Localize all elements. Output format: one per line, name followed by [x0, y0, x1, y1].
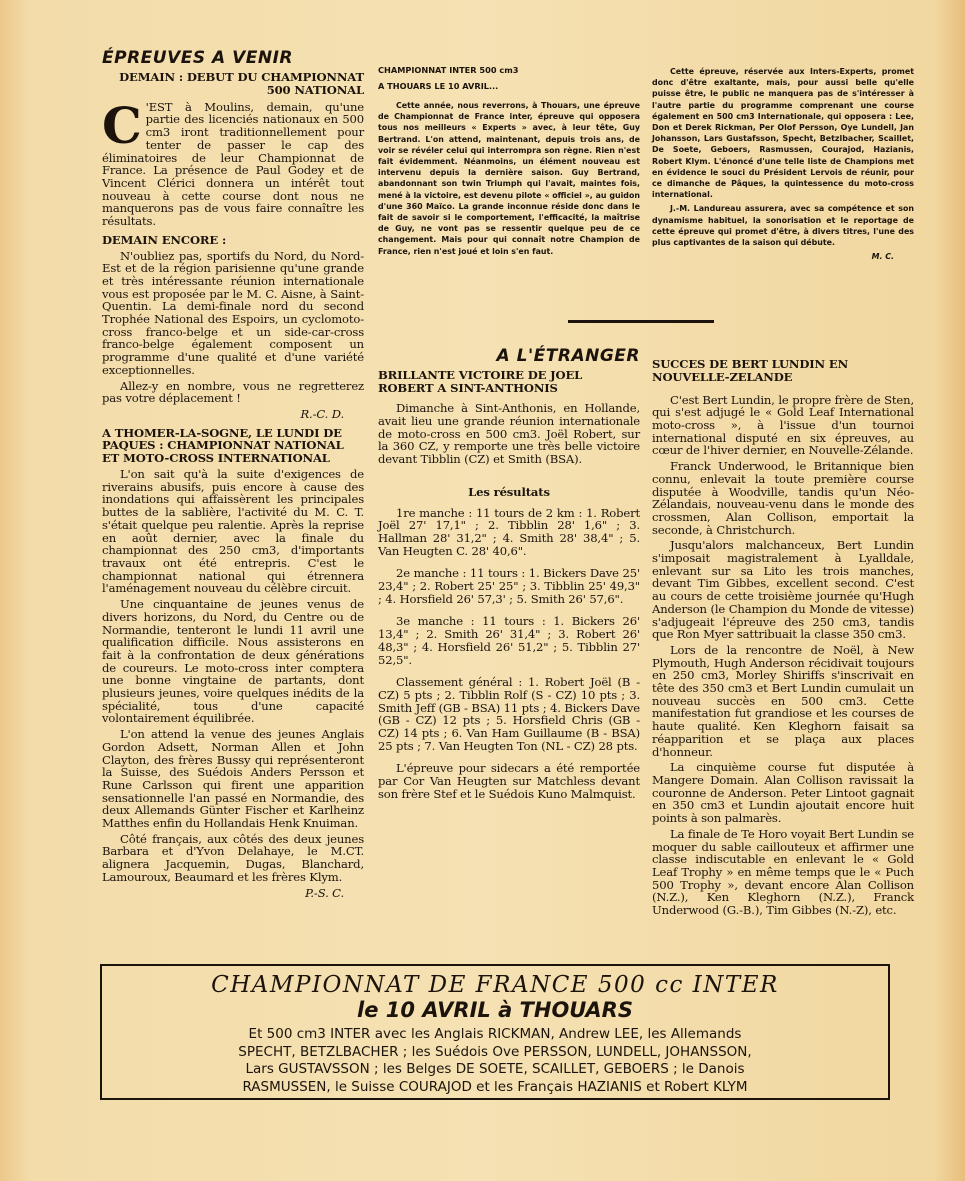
thomer-paragraph-4: Côté français, aux côtés des deux jeunes Barbara et d'Yvon Delahaye, le M.CT. alignera Jacquemin, Dugas, Blanchard, Lamouroux, Beaumard et les frères Klym. [102, 831, 364, 884]
championnat-advert-box [100, 964, 890, 1100]
middle-column [378, 62, 640, 260]
lundin-paragraph-3: Jusqu'alors malchanceux, Bert Lundin s'imposait magistralement à Lyalldale, enlevant sur sa Lito les trois manches, devant Tim Gibbes, excellent second. C'est au cours de cette troisième journée qu'Hugh Anderson (le Champion du Monde de vitesse) s'adjugeait l'épreuve des 250 cm3, tandis que Ron Myer sattribuait la classe 350 cm3. [652, 538, 914, 642]
advert-line-3: Lars GUSTAVSSON ; les Belges DE SOETE, SCAILLET, GEBOERS ; le Danois [245, 1061, 745, 1077]
advert-text [102, 1026, 888, 1096]
lundin-paragraph-1: C'est Bert Lundin, le propre frère de Sten, qui s'est adjugé le « Gold Leaf International moto-cross », à l'issue d'un tournoi international disputé en six épreuves, au cœur de l'hiver dernier, en Nouvelle-Zélande. [652, 392, 914, 458]
lundin-paragraph-4: Lors de la rencontre de Noël, à New Plymouth, Hugh Anderson récidivait toujours en 250 cm3, Morley Shiriffs s'inscrivait en tête des 350 cm3 et Bert Lundin cumulait un nouveau succès en 500 cm3. Cette manifestation fut grandiose et les courses de haute qualité. Ken Kleghorn faisait sa réapparition et se plaça aux places d'honneur. [652, 642, 914, 759]
advert-subtitle: le 10 AVRIL à THOUARS [357, 998, 633, 1022]
advert-title: CHAMPIONNAT DE FRANCE 500 cc INTER [211, 972, 779, 998]
drop-cap: C [102, 95, 142, 155]
thomer-paragraph-3: L'on attend la venue des jeunes Anglais Gordon Adsett, Norman Allen et John Clayton, des frères Bussy qui représenteront la Suisse, des Suédois Anders Persson et Rune Carlsson qui firent une apparition sensationnelle l'an passé en Normandie, des deux Allemands Günter Fischer et Karlheinz Matthes enfin du Hollandais Henk Knuiman. [102, 727, 364, 831]
left-column [102, 48, 364, 902]
encore-signature: R.-C. D. [300, 406, 344, 421]
manche-3: 3e manche : 11 tours : 1. Bickers 26' 13,4" ; 2. Smith 26' 31,4" ; 3. Robert 26' 48,3" ; 4. Horsfield 26' 51,2" ; 5. Tibblin 27' 52,5". [378, 614, 640, 667]
middle-column-lower [378, 346, 640, 804]
lundin-paragraph-2: Franck Underwood, le Britannique bien connu, enlevait la toute première course disputée à Woodville, tandis qu'un Néo-Zélandais, nouveau-venu dans le monde des crossmen, Alan Collison, emportait la seconde, à Christchurch. [652, 459, 914, 537]
classement-general: Classement général : 1. Robert Joël (B - CZ) 5 pts ; 2. Tibblin Rolf (S - CZ) 10 pts ; 3. Smith Jeff (GB - BSA) 11 pts ; 4. Bickers Dave (GB - CZ) 12 pts ; 5. Horsfield Chris (GB - CZ) 14 pts ; 6. Van Ham Guillaume (B - BSA) 25 pts ; 7. Van Heugten Ton (NL - CZ) 28 pts. [378, 675, 640, 753]
lundin-paragraph-5: La cinquième course fut disputée à Mangere Domain. Alan Collison ravissait la couronne de Anderson. Peter Lintoot gagnait en 350 cm3 et Lundin ajoutait encore huit points à son palmarès. [652, 760, 914, 826]
encore-paragraph-1: N'oubliez pas, sportifs du Nord, du Nord-Est et de la région parisienne qu'une grande et très intéressante réunion internationale vous est proposée par le M. C. Aisne, à Saint-Quentin. La demi-finale nord du second Trophée National des Espoirs, un cyclomoto-cross franco-belge et un side-car-cross franco-belge également composent un programme d'une qualité et d'une variété exceptionnelles. [102, 248, 364, 377]
thomer-signature: P.-S. C. [305, 885, 344, 900]
thomer-headline: A THOMER-LA-SOGNE, LE LUNDI DE PAQUES : CHAMPIONNAT NATIONAL ET MOTO-CROSS INTERNATIONAL [102, 425, 344, 466]
advert-line-1: Et 500 cm3 INTER avec les Anglais RICKMAN, Andrew LEE, les Allemands [248, 1026, 742, 1042]
right-column [652, 66, 914, 265]
section-title-epreuves: ÉPREUVES A VENIR [102, 48, 293, 68]
thouars-continued-1: Cette épreuve, réservée aux Inters-Experts, promet donc d'être exaltante, mais, pour aussi belle qu'elle puisse être, le public ne manquera pas de s'intéresser à l'autre partie du programme comprenant une course également en 500 cm3 Internationale, qui opposera : Lee, Don et Derek Rickman, Per Olof Persson, Oye Lundell, Jan Johansson, Lars Gustafsson, Specht, Betzlbacher, Scaillet, De Soete, Geboers, Rasmussen, Courajod, Hazianis, Robert Klym. L'énoncé d'une telle liste de Champions met en évidence le souci du Président Lervois de réunir, pour ce dimanche de Pâques, la quintessence du moto-cross international. [652, 67, 914, 200]
advert-line-4: RASMUSSEN, le Suisse COURAJOD et les Français HAZIANIS et Robert KLYM [242, 1078, 748, 1095]
section-title-etranger: A L'ÉTRANGER [496, 346, 640, 366]
thouars-signature: M. C. [871, 252, 894, 262]
thomer-paragraph-2: Une cinquantaine de jeunes venus de divers horizons, du Nord, du Centre ou de Normandie, tenteront le lundi 11 avril une qualification difficile. Nous assisterons en fait à la confrontation de deux générations de coureurs. Le moto-cross inter comptera une bonne vingtaine de partants, dont plusieurs jeunes, voire quelques inédits de la spécialité, tous d'une capacité volontairement équilibrée. [102, 597, 364, 726]
encore-paragraph-2: Allez-y en nombre, vous ne regretterez pas votre déplacement ! [102, 378, 364, 406]
lundin-paragraph-6: La finale de Te Horo voyait Bert Lundin se moquer du sable caillouteux et affirmer une classe indiscutable en enlevant le « Gold Leaf Trophy » en même temps que le « Puch 500 Trophy », devant encore Alan Collison (N.Z.), Ken Kleghorn (N.Z.), Franck Underwood (G.-B.), Tim Gibbes (N.-Z), etc. [652, 826, 914, 918]
thomer-paragraph-1: L'on sait qu'à la suite d'exigences de riverains abusifs, puis encore à cause des inondations qui affaissèrent les principales buttes de la sablière, l'activité du M. C. T. s'était quelque peu ralentie. Après la reprise en août dernier, avec la finale du championnat des 250 cm3, d'importants travaux ont été entrepris. C'est le championnat national qui étrennera l'aménagement nouveau du célèbre circuit. [102, 467, 364, 596]
encore-headline: DEMAIN ENCORE : [102, 232, 227, 247]
demain-headline: DEMAIN : DEBUT DU CHAMPIONNAT 500 NATIONAL [119, 69, 364, 97]
sidecar-paragraph: L'épreuve pour sidecars a été remportée par Cor Van Heugten sur Matchless devant son frère Stef et le Suédois Kuno Malmquist. [378, 761, 640, 801]
advert-line-2: SPECHT, BETZLBACHER ; les Suédois Ove PERSSON, LUNDELL, JOHANSSON, [238, 1043, 752, 1060]
thouars-continued-2: J.-M. Landureau assurera, avec sa compétence et son dynamisme habituel, la sonorisation et le reportage de cette épreuve qui promet d'être, à divers titres, l'une des plus captivantes de la saison qui débute. [652, 204, 914, 248]
manche-2: 2e manche : 11 tours : 1. Bickers Dave 25' 23,4" ; 2. Robert 25' 25" ; 3. Tibblin 25' 49,3" ; 4. Horsfield 26' 57,3' ; 5. Smith 26' 57,6". [378, 566, 640, 606]
thouars-paragraph: Cette année, nous reverrons, à Thouars, une épreuve de Championnat de France inter, épreuve qui opposera tous nos meilleurs « Experts » avec, à leur tête, Guy Bertrand. L'on attend, maintenant, depuis trois ans, de voir se révéler celui qui interrompra son règne. Rien n'est fait évidemment. Néanmoins, un élément nouveau est intervenu depuis la dernière saison. Guy Bertrand, abandonnant son twin Triumph qui l'avait, maintes fois, mené à la victoire, est devenu pilote « officiel », au guidon d'une 360 Maïco. La grande inconnue réside donc dans le fait de savoir si le comportement, l'efficacité, la maîtrise de Guy, ne vont pas se ressentir quelque peu de ce changement. Mais pour qui connaît notre Champion de France, rien n'est joué et loin s'en faut. [378, 101, 640, 256]
demain-paragraph: C 'EST à Moulins, demain, qu'une partie des licenciés nationaux en 500 cm3 iront traditionnellement pour tenter de passer le cap des éliminatoires de leur Championnat de France. La présence de Paul Godey et de Vincent Clérici donnera un intérêt tout nouveau à cette course dont nous ne manquerons pas de vous faire connaître les résultats. [102, 95, 364, 229]
lundin-headline: SUCCES DE BERT LUNDIN EN NOUVELLE-ZELANDE [652, 357, 849, 384]
section-divider [568, 320, 714, 323]
thouars-headline-2: A THOUARS LE 10 AVRIL... [378, 81, 499, 91]
thouars-headline-1: CHAMPIONNAT INTER 500 cm3 [378, 65, 519, 75]
results-headline: Les résultats [468, 484, 550, 499]
robert-paragraph: Dimanche à Sint-Anthonis, en Hollande, avait lieu une grande réunion internationale de moto-cross en 500 cm3. Joël Robert, sur la 360 CZ, y remporte une très belle victoire devant Tibblin (CZ) et Smith (BSA). [378, 401, 640, 467]
right-column-lower [652, 352, 914, 920]
robert-headline: BRILLANTE VICTOIRE DE JOEL ROBERT A SINT-ANTHONIS [378, 367, 583, 395]
manche-1: 1re manche : 11 tours de 2 km : 1. Robert Joël 27' 17,1" ; 2. Tibblin 28' 1,6" ; 3. Hallman 28' 31,2" ; 4. Smith 28' 38,4" ; 5. Van Heugten C. 28' 40,6". [378, 505, 640, 558]
